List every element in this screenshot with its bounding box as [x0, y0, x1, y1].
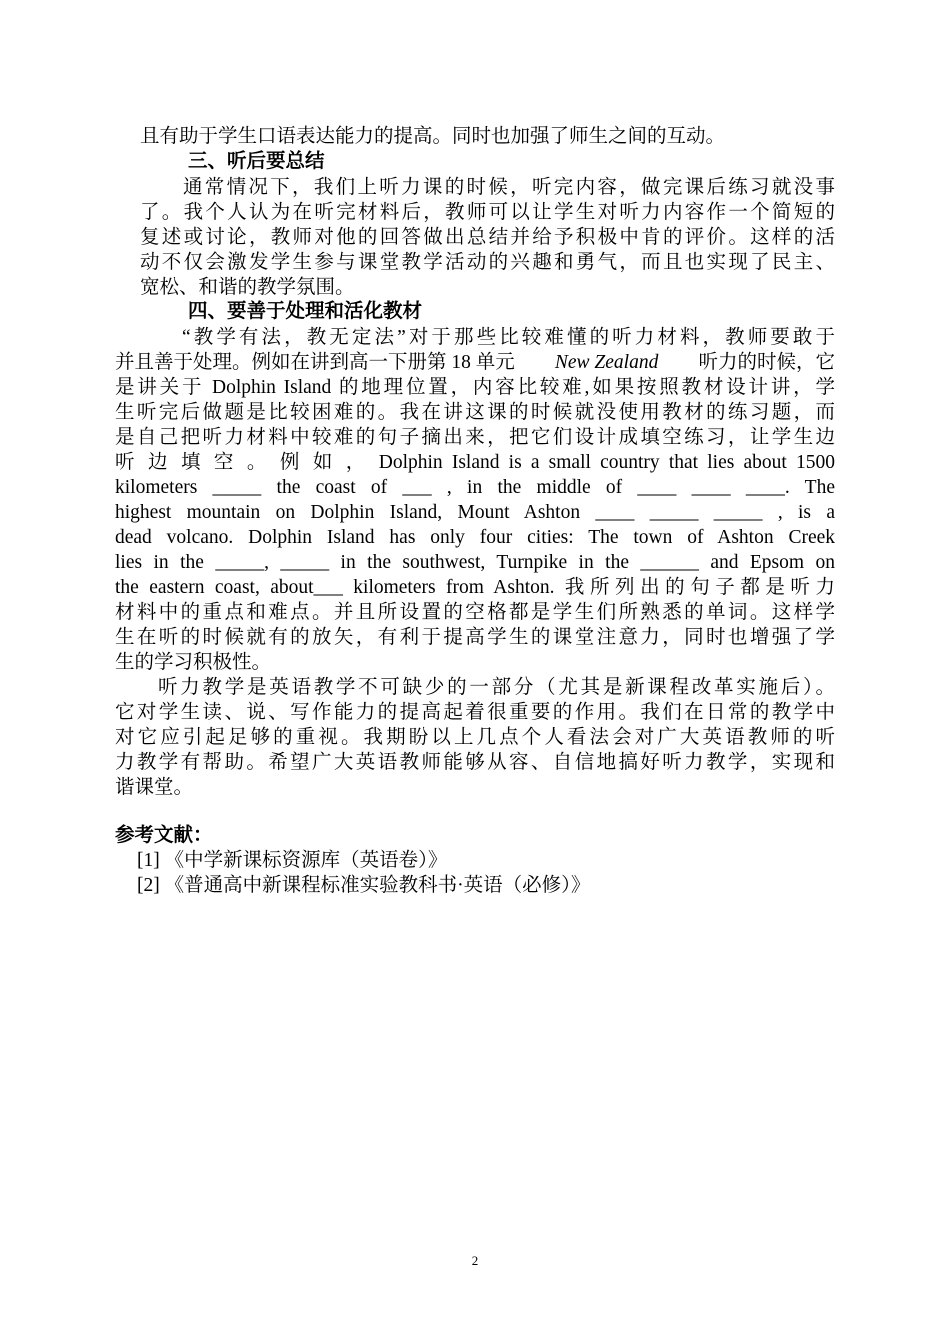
paragraph-line: kilometers _____ the coast of ___ , in the middle of ____ ____ ____. The: [115, 477, 835, 498]
paragraph-line: 听 边 填 空 。 例 如 ， Dolphin Island is a small country that lies about 1500: [115, 452, 835, 473]
reference-item: [1] 《中学新课标资源库（英语卷）》: [137, 850, 448, 871]
paragraph-line: 生听完后做题是比较困难的。我在讲这课的时候就没使用教材的练习题，而: [115, 402, 835, 423]
paragraph-line: 生的学习积极性。: [115, 652, 272, 673]
paragraph-line: 它对学生读、说、写作能力的提高起着很重要的作用。我们在日常的教学中: [115, 702, 835, 723]
paragraph-line: the eastern coast, about___ kilometers from Ashton. 我所列出的句子都是听力: [115, 577, 835, 598]
paragraph-line: 且有助于学生口语表达能力的提高。同时也加强了师生之间的互动。: [140, 126, 726, 147]
book-title-emphasis: New Zealand: [554, 352, 659, 373]
paragraph-line: 了。我个人认为在听完材料后，教师可以让学生对听力内容作一个简短的: [140, 202, 835, 223]
references-heading: 参考文献：: [115, 825, 213, 846]
paragraph-line: 是讲关于 Dolphin Island 的地理位置，内容比较难,如果按照教材设计讲，学: [115, 377, 835, 398]
paragraph-line: 动不仅会激发学生参与课堂教学活动的兴趣和勇气，而且也实现了民主、: [140, 252, 835, 273]
section-heading-3: 三、听后要总结: [188, 151, 325, 172]
paragraph-line: dead volcano. Dolphin Island has only four cities: The town of Ashton Creek: [115, 527, 835, 548]
text-span: 听力的时候，它: [698, 352, 835, 373]
text-span: 并且善于处理。例如在讲到高一下册第 18 单元: [115, 352, 515, 373]
section-heading-4: 四、要善于处理和活化教材: [188, 301, 423, 322]
paragraph-line: 是自己把听力材料中较难的句子摘出来，把它们设计成填空练习，让学生边: [115, 427, 835, 448]
paragraph-line: lies in the _____, _____ in the southwest, Turnpike in the ______ and Epsom on: [115, 552, 835, 573]
paragraph-line: 材料中的重点和难点。并且所设置的空格都是学生们所熟悉的单词。这样学: [115, 602, 835, 623]
paragraph-line: 复述或讨论，教师对他的回答做出总结并给予积极中肯的评价。这样的活: [140, 227, 835, 248]
paragraph-line: 听力教学是英语教学不可缺少的一部分（尤其是新课程改革实施后）。: [158, 677, 835, 698]
paragraph-line: highest mountain on Dolphin Island, Mount Ashton ____ _____ _____ , is a: [115, 502, 835, 523]
paragraph-line: 谐课堂。: [115, 777, 194, 798]
paragraph-line: 生在听的时候就有的放矢，有利于提高学生的课堂注意力，同时也增强了学: [115, 627, 835, 648]
paragraph-line: 通常情况下，我们上听力课的时候，听完内容，做完课后练习就没事: [183, 177, 835, 198]
paragraph-line: 对它应引起足够的重视。我期盼以上几点个人看法会对广大英语教师的听: [115, 727, 835, 748]
paragraph-line: 宽松、和谐的教学氛围。: [140, 277, 355, 298]
paragraph-line: 力教学有帮助。希望广大英语教师能够从容、自信地搞好听力教学，实现和: [115, 752, 835, 773]
paragraph-line: [115, 350, 835, 375]
reference-item: [2] 《普通高中新课程标准实验教科书·英语（必修）》: [137, 875, 591, 896]
page-number: 2: [471, 1253, 479, 1268]
paragraph-line: “教学有法，教无定法”对于那些比较难懂的听力材料，教师要敢于: [182, 327, 835, 348]
